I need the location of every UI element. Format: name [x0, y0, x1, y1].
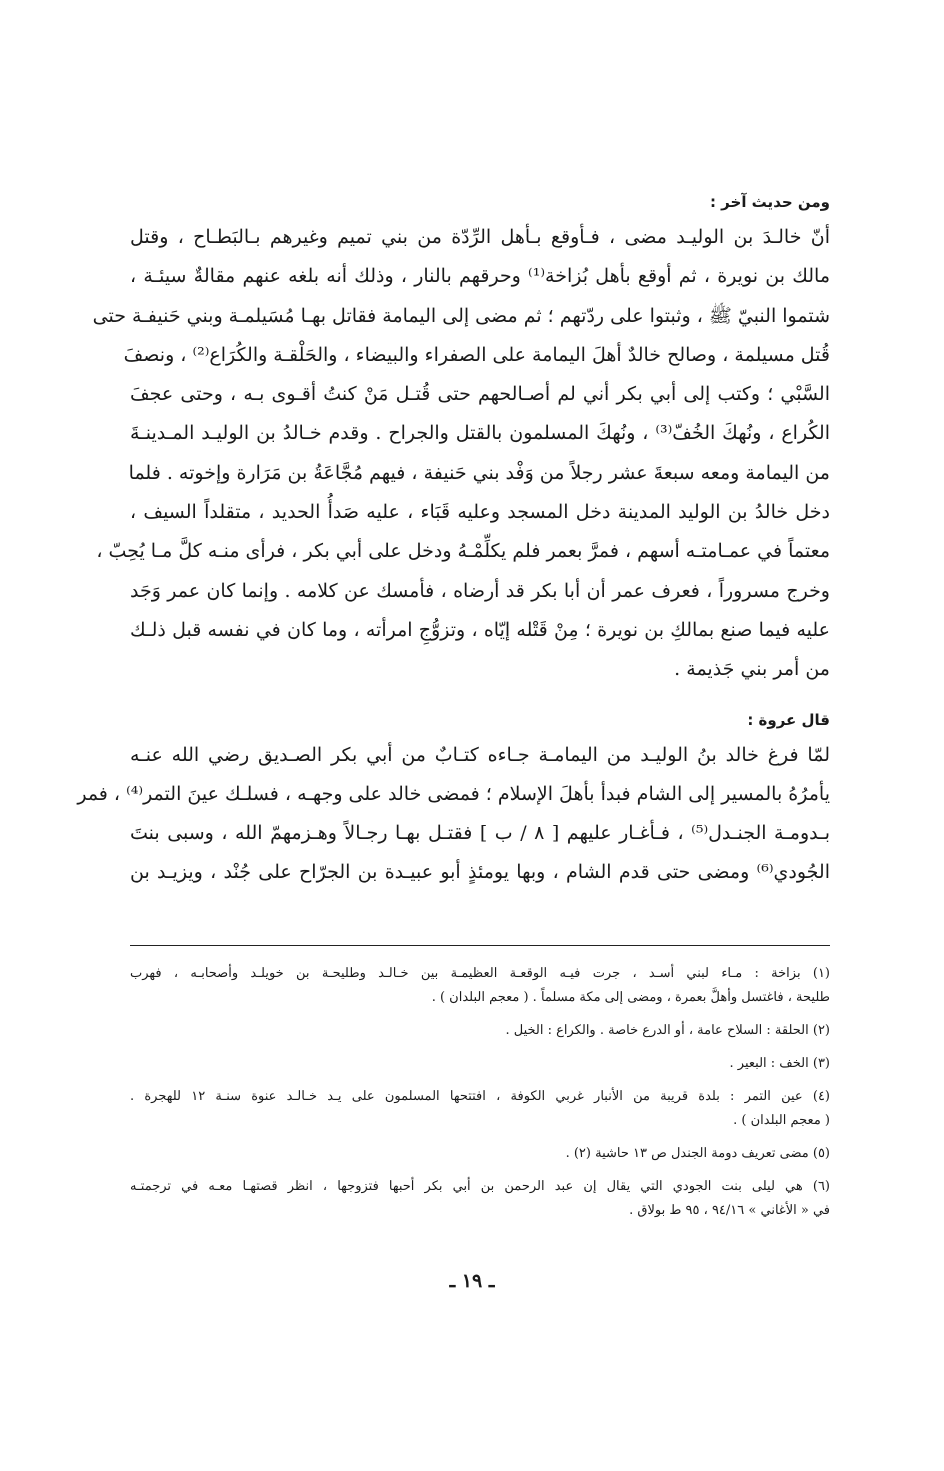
text-line: لمّا فرغ خالد بنُ الوليـد من اليمامـة جـاءه كتـابٌ من أبي بكر الصـديق رضي الله عنـه [130, 743, 830, 766]
section-heading-2: قال عروة : [747, 710, 830, 729]
footnote-line: (٢) الحلقة : السلاح عامة ، أو الدرع خاصة . والكراع : الخيل . [505, 1023, 830, 1038]
text-line: شتموا النبيّ ﷺ ، وثبتوا على ردّتهم ؛ ثم مضى إلى اليمامة فقاتل بهـا مُسَيلمـة وبني حَنيفـة حتى [92, 304, 830, 327]
footnote-line: (١) بزاخة : مـاء لبني أسـد ، جرت فيـه الوقعـة العظيمـة بين خـالـد وطليحـة بن خويلـد وأصحابـه ، فهرب [130, 966, 830, 981]
footnote-line: (٦) هي ليلى بنت الجودي التي يقال إن عبد الرحمن بن أبي بكر أحبها فتزوجها ، انظر قصتهـا معـه في ترجمتـه [130, 1179, 830, 1194]
section-heading-1: ومن حديث آخر : [709, 193, 830, 211]
footnote-line: ( معجم البلدان ) . [733, 1113, 830, 1128]
footnote-line: (٤) عين التمر : بلدة قريبة من الأنبار غربي الكوفة ، افتتحها المسلمون على يـد خـالـد عنوة سنـة ١٢ للهجرة . [130, 1089, 830, 1104]
footnote-line: في « الأغاني » ٩٤/١٦ ، ٩٥ ط بولاق . [629, 1203, 830, 1218]
text-line: عليه فيما صنع بمالكِ بن نويرة ؛ مِنْ قَتْله إيّاه ، وتزوُّجِ امرأته ، وما كان في نفسه قبل ذلـك [130, 618, 830, 641]
text-line: مالك بن نويرة ، ثم أوقع بأهل بُزاخة⁽¹⁾ وحرقهم بالنار ، وذلك أنه بلغه عنهم مقالةٌ سيئـة ، [130, 265, 830, 288]
footnote-divider [130, 945, 830, 946]
paragraph-1 [92, 218, 830, 690]
footnote [130, 1175, 830, 1223]
footnote [130, 962, 830, 1010]
footnote [130, 1052, 830, 1076]
text-line: معتماً في عمـامتـه أسهم ، فمرَّ بعمر فلم يكلِّمْـهُ ودخل على أبي بكر ، فرأى منـه كلَّ مـا يُحِبّ ، [96, 540, 830, 563]
footnote [130, 1085, 830, 1133]
text-line: الجُودي⁽⁶⁾ ومضى حتى قدم الشام ، وبها يومئذٍ أبو عبيـدة بن الجرّاح على جُنْد ، ويزيـد بن [130, 861, 830, 884]
text-line: بـدومـة الجنـدل⁽⁵⁾ ، فـأغـار عليهم [ ٨ / ب ] فقتـل بهـا رجـالاً وهـزمهمّ الله ، وسبى بنتَ [130, 822, 830, 845]
footnote-line: (٣) الخف : البعير . [729, 1056, 830, 1071]
text-line: من اليمامة ومعه سبعةَ عشر رجلاً من وَفْد بني حَنيفة ، فيهم مُجَّاعَةُ بن مَرَارة وإخوته . فلما [128, 461, 830, 484]
footnote-line: (٥) مضى تعريف دومة الجندل ص ١٣ حاشية (٢) . [565, 1146, 830, 1161]
text-line: السَّبْي ؛ وكتب إلى أبي بكر أني لم أصـالحهم حتى قُتـل مَنْ كنتُ أقـوى بـه ، وحتى عجفَ [130, 383, 830, 406]
text-line: أنّ خالـدَ بن الوليـد مضى ، فـأوقع بـأهل الرِّدّة من بني تميم وغيرهم بـالبَطـاح ، وقتل [130, 226, 830, 248]
page-number: ـ ١٩ ـ [449, 1270, 495, 1292]
text-line: الكُراع ، ونُهكَ الخُفّ⁽³⁾ ، ونُهكَ المسلمون بالقتل والجراح . وقدم خـالدُ بن الوليـد المـدينـةَ [130, 422, 830, 445]
text-line: من أمر بني جَذيمة . [674, 658, 830, 681]
main-text [77, 192, 830, 893]
footnote [130, 1142, 830, 1166]
text-line: وخرج مسروراً ، فعرف عمر أن أبا بكر قد أرضاه ، فأمسك عن كلامه . وإنما كان عمر وَجَد [130, 579, 830, 602]
footnote-line: طليحة ، فاغتسل وأهلَّ بعمرة ، ومضى إلى مكة مسلماً . ( معجم البلدان ) . [431, 990, 830, 1005]
text-line: قُتل مسيلمة ، وصالح خالدٌ أهلَ اليمامة على الصفراء والبيضاء ، والحَلْقـة والكُرَاع⁽²⁾ ، ونصفَ [123, 343, 830, 366]
paragraph-2 [77, 736, 830, 893]
footnotes [130, 962, 830, 1232]
text-line: دخل خالدُ بن الوليد المدينة دخل المسجد وعليه قَبَاء ، عليه صَدأُ الحديد ، متقلداً السيف ، [130, 501, 830, 524]
text-line: يأمرُهُ بالمسير إلى الشام فبدأ بأهلَ الإسلام ؛ فمضى خالد على وجهـه ، فسلـك عينَ التمر⁽⁴⁾ ، فمر [77, 782, 830, 805]
footnote [130, 1019, 830, 1043]
